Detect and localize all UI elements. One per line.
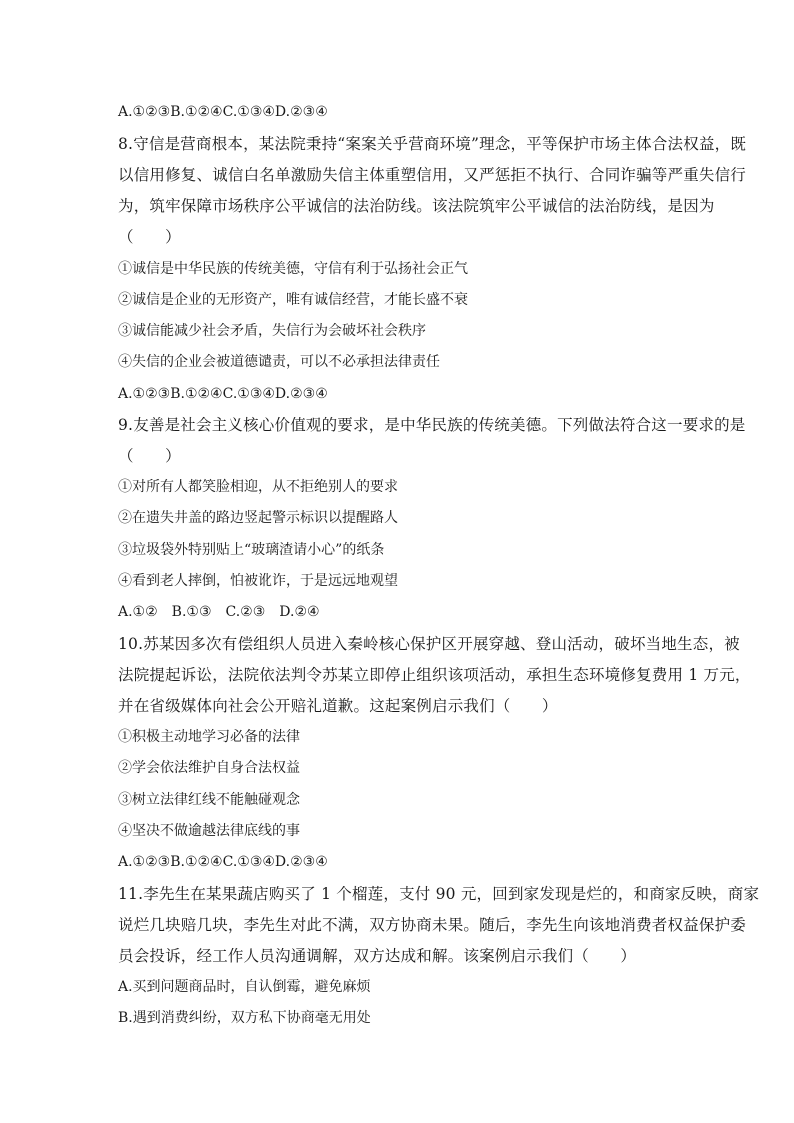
q10-statement-2: ②学会依法维护自身合法权益 bbox=[118, 760, 300, 776]
q9-stem-line-1: 9.友善是社会主义核心价值观的要求，是中华民族的传统美德。下列做法符合这一要求的是 bbox=[118, 416, 746, 434]
q9-statement-1: ①对所有人都笑脸相迎，从不拒绝别人的要求 bbox=[118, 479, 398, 495]
q10-stem-line-2: 法院提起诉讼，法院依法判令苏某立即停止组织该项活动，承担生态环境修复费用 1 万元， bbox=[118, 666, 751, 684]
q8-statement-4: ④失信的企业会被道德谴责，可以不必承担法律责任 bbox=[118, 354, 440, 370]
q9-statement-3: ③垃圾袋外特别贴上“玻璃渣请小心”的纸条 bbox=[118, 542, 385, 558]
q8-stem-line-2: 以信用修复、诚信白名单激励失信主体重塑信用，又严惩拒不执行、合同诈骗等严重失信行 bbox=[118, 166, 747, 184]
q9-answer-options: A.①② B.①③ C.②③ D.②④ bbox=[118, 604, 320, 620]
q8-statement-3: ③诚信能减少社会矛盾，失信行为会破坏社会秩序 bbox=[118, 323, 426, 339]
q8-answer-options: A.①②③B.①②④C.①③④D.②③④ bbox=[118, 386, 328, 402]
q10-answer-options: A.①②③B.①②④C.①③④D.②③④ bbox=[118, 854, 328, 870]
q8-stem-line-3: 为，筑牢保障市场秩序公平诚信的法治防线。该法院筑牢公平诚信的法治防线，是因为 bbox=[118, 197, 715, 215]
q11-stem-line-1: 11.李先生在某果蔬店购买了 1 个榴莲，支付 90 元，回到家发现是烂的，和商家反映，商家 bbox=[118, 885, 760, 903]
q8-statement-1: ①诚信是中华民族的传统美德，守信有利于弘扬社会正气 bbox=[118, 261, 468, 277]
q8-statement-2: ②诚信是企业的无形资产，唯有诚信经营，才能长盛不衰 bbox=[118, 292, 468, 308]
q9-answer-blank: （ ） bbox=[118, 447, 181, 465]
q11-option-a: A.买到问题商品时，自认倒霉，避免麻烦 bbox=[118, 979, 371, 995]
q11-option-b: B.遇到消费纠纷，双方私下协商毫无用处 bbox=[118, 1010, 371, 1026]
q10-statement-4: ④坚决不做逾越法律底线的事 bbox=[118, 823, 300, 839]
q10-statement-1: ①积极主动地学习必备的法律 bbox=[118, 729, 300, 745]
q8-stem-line-1: 8.守信是营商根本，某法院秉持“案案关乎营商环境”理念，平等保护市场主体合法权益，既 bbox=[118, 135, 747, 153]
q9-statement-4: ④看到老人摔倒，怕被讹诈，于是远远地观望 bbox=[118, 573, 398, 589]
q10-stem-line-1: 10.苏某因多次有偿组织人员进入秦岭核心保护区开展穿越、登山活动，破坏当地生态，被 bbox=[118, 635, 740, 653]
q10-stem-line-3: 并在省级媒体向社会公开赔礼道歉。这起案例启示我们（ ） bbox=[118, 697, 558, 715]
q10-statement-3: ③树立法律红线不能触碰观念 bbox=[118, 792, 300, 808]
q11-stem-line-3: 员会投诉，经工作人员沟通调解，双方达成和解。该案例启示我们（ ） bbox=[118, 947, 637, 965]
q8-answer-blank: （ ） bbox=[118, 228, 181, 246]
q11-stem-line-2: 说烂几块赔几块，李先生对此不满，双方协商未果。随后，李先生向该地消费者权益保护委 bbox=[118, 916, 747, 934]
q9-statement-2: ②在遗失井盖的路边竖起警示标识以提醒路人 bbox=[118, 510, 398, 526]
q7-answer-options: A.①②③B.①②④C.①③④D.②③④ bbox=[118, 104, 328, 120]
